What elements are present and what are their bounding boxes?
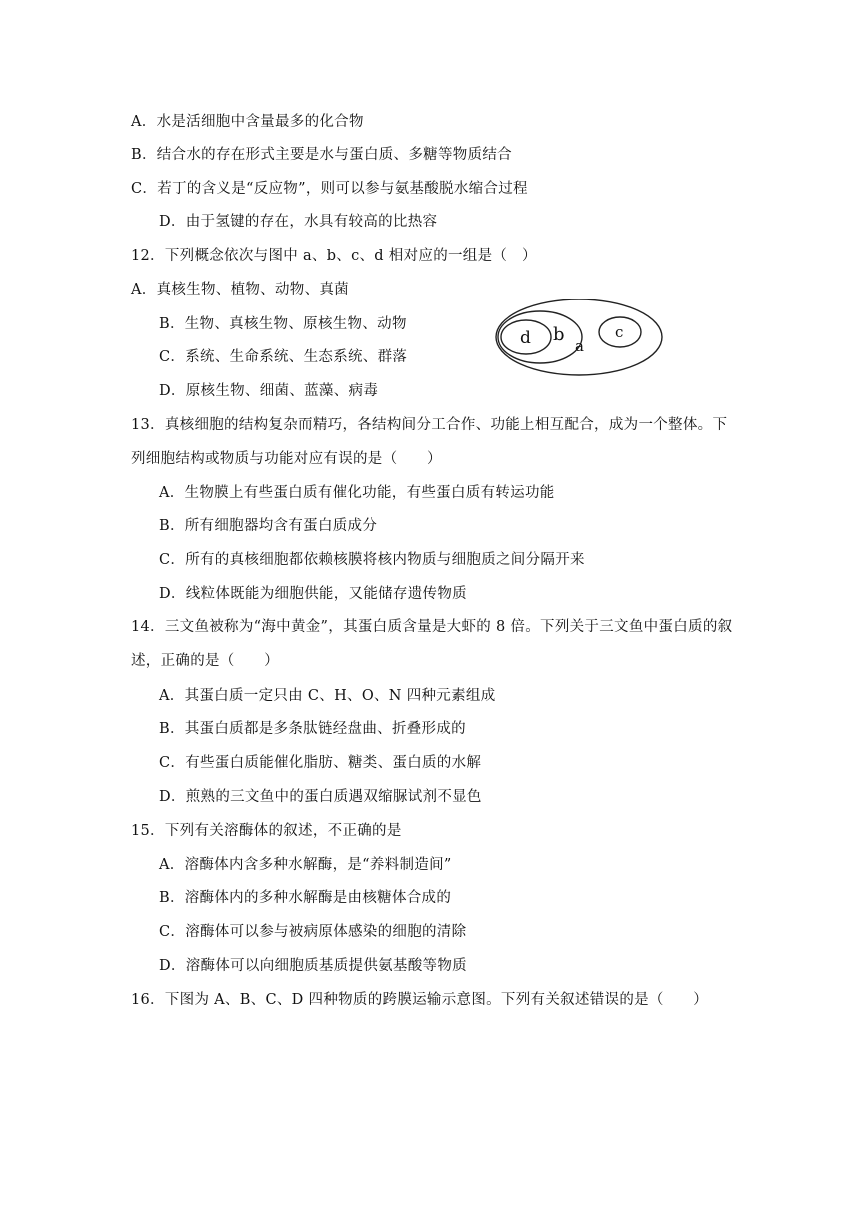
label-a: a — [575, 337, 584, 355]
q12-option-c: C．系统、生命系统、生态系统、群落 — [159, 349, 408, 365]
q13-option-a: A．生物膜上有些蛋白质有催化功能，有些蛋白质有转运功能 — [159, 485, 555, 501]
label-b: b — [553, 324, 565, 345]
q13-stem-line1: 13．真核细胞的结构复杂而精巧，各结构间分工合作、功能上相互配合，成为一个整体。下 — [131, 417, 728, 433]
q14-option-c: C．有些蛋白质能催化脂肪、糖类、蛋白质的水解 — [159, 755, 482, 771]
q15-option-a: A．溶酶体内含多种水解酶，是“养料制造间” — [159, 857, 452, 873]
q15-stem: 15．下列有关溶酶体的叙述，不正确的是 — [131, 823, 402, 839]
label-c: c — [615, 323, 624, 341]
q12-option-d: D．原核生物、细菌、蓝藻、病毒 — [159, 383, 379, 399]
q13-option-d: D．线粒体既能为细胞供能，又能储存遗传物质 — [159, 586, 467, 602]
q14-stem-line1: 14．三文鱼被称为“海中黄金”，其蛋白质含量是大虾的 8 倍。下列关于三文鱼中蛋白质的叙 — [131, 619, 733, 635]
q12-option-b: B．生物、真核生物、原核生物、动物 — [159, 316, 407, 332]
q15-option-b: B．溶酶体内的多种水解酶是由核糖体合成的 — [159, 890, 452, 906]
q16-stem: 16．下图为 A、B、C、D 四种物质的跨膜运输示意图。下列有关叙述错误的是（ ） — [131, 992, 709, 1008]
q13-option-b: B．所有细胞器均含有蛋白质成分 — [159, 518, 378, 534]
ellipse-b — [498, 311, 582, 363]
concept-venn-diagram — [492, 299, 672, 379]
q15-option-c: C．溶酶体可以参与被病原体感染的细胞的清除 — [159, 924, 467, 940]
q11-option-d: D．由于氢键的存在，水具有较高的比热容 — [159, 214, 438, 230]
q11-option-a: A．水是活细胞中含量最多的化合物 — [131, 114, 364, 130]
q11-option-c: C．若丁的含义是“反应物”，则可以参与氨基酸脱水缩合过程 — [131, 181, 528, 197]
q13-option-c: C．所有的真核细胞都依赖核膜将核内物质与细胞质之间分隔开来 — [159, 552, 585, 568]
q11-option-b: B．结合水的存在形式主要是水与蛋白质、多糖等物质结合 — [131, 147, 512, 163]
q14-stem-line2: 述，正确的是（ ） — [131, 653, 279, 669]
q12-stem: 12．下列概念依次与图中 a、b、c、d 相对应的一组是（ ） — [131, 248, 537, 264]
q13-stem-line2: 列细胞结构或物质与功能对应有误的是（ ） — [131, 451, 442, 467]
q12-option-a: A．真核生物、植物、动物、真菌 — [131, 282, 349, 298]
label-d: d — [520, 328, 531, 348]
q14-option-d: D．煎熟的三文鱼中的蛋白质遇双缩脲试剂不显色 — [159, 789, 482, 805]
q15-option-d: D．溶酶体可以向细胞质基质提供氨基酸等物质 — [159, 958, 467, 974]
q14-option-a: A．其蛋白质一定只由 C、H、O、N 四种元素组成 — [159, 688, 496, 704]
q14-option-b: B．其蛋白质都是多条肽链经盘曲、折叠形成的 — [159, 721, 466, 737]
